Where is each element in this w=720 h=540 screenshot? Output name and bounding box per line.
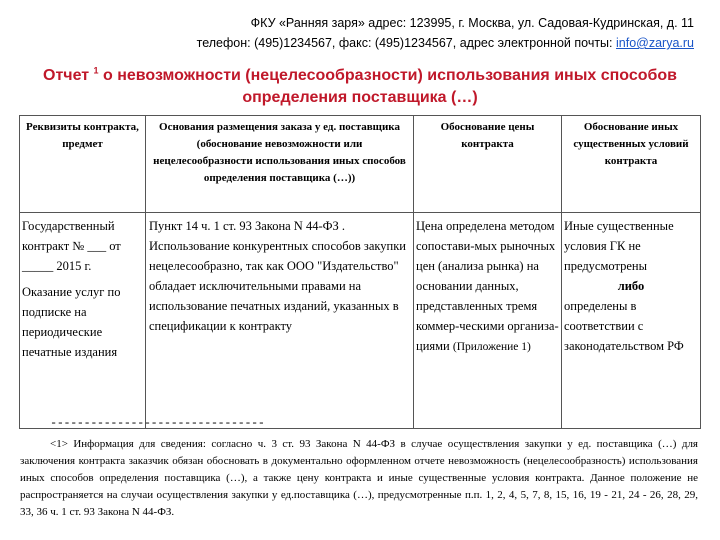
conditions-or: либо bbox=[617, 279, 645, 293]
price-appendix: (Приложение 1) bbox=[452, 341, 531, 353]
cell-conditions bbox=[562, 213, 701, 429]
cell-requisites bbox=[20, 213, 146, 429]
report-table bbox=[19, 115, 701, 429]
header-grounds: Основания размещения заказа у ед. поставщика (обоснование невозможности или нецелесообразности использования иных способов определения поставщика (…)) bbox=[146, 116, 414, 213]
email-link[interactable]: info@zarya.ru bbox=[616, 36, 694, 50]
contact-line bbox=[197, 35, 694, 52]
title-rest: о невозможности (нецелесообразности) использования иных способов определения поставщика (…) bbox=[98, 67, 677, 106]
conditions-text: Иные существенные условия ГК не предусмотрены bbox=[564, 219, 674, 273]
table-row bbox=[20, 213, 701, 429]
header-conditions: Обоснование иных существенных условий контракта bbox=[562, 116, 701, 213]
header-requisites: Реквизиты контракта, предмет bbox=[20, 116, 146, 213]
cell-grounds: Пункт 14 ч. 1 ст. 93 Закона N 44-ФЗ . Использование конкурентных способов закупки нецелесообразно, так как ООО "Издательство" обладает исключительными правами на использование печатных изданий, указанных в спецификации к контракту bbox=[146, 213, 414, 429]
cell-price bbox=[414, 213, 562, 429]
title-word: Отчет bbox=[43, 67, 90, 84]
footnote-ref: 1 bbox=[93, 65, 99, 76]
conditions-text-2: определены в соответствии с законодательством РФ bbox=[564, 299, 684, 353]
footnote-text: <1> Информация для сведения: согласно ч. 3 ст. 93 Закона N 44-ФЗ в случае осуществления закупки у ед. поставщика (…) для заключения контракта заказчик обязан обосновать в документально оформленном отчете невозможность (нецелесообразность) использования иных способов определения поставщика (…), а также цену контракта и иные существенные условия контракта. Данное положение не распространяется на случаи осуществления закупки у ед.поставщика (…), предусмотренные п.п. 1, 2, 4, 5, 7, 8, 15, 16, 19 - 21, 24 - 26, 28, 29, 33, 36 ч. 1 ст. 93 Закона N 44-ФЗ. bbox=[20, 438, 698, 518]
org-header-line: ФКУ «Ранняя заря» адрес: 123995, г. Москва, ул. Садовая-Кудринская, д. 11 bbox=[250, 16, 694, 30]
footnote-separator: -------------------------------- bbox=[50, 416, 265, 430]
header-price: Обоснование цены контракта bbox=[414, 116, 562, 213]
table-header-row bbox=[20, 116, 701, 213]
contract-number: Государственный контракт № ___ от _____ 2015 г. bbox=[22, 219, 121, 273]
contract-subject: Оказание услуг по подписке на периодические печатные издания bbox=[22, 285, 121, 359]
report-title bbox=[20, 65, 700, 109]
contact-text: телефон: (495)1234567, факс: (495)1234567, адрес электронной почты: bbox=[196, 36, 616, 50]
price-method: Цена определена методом сопостави-мых рыночных цен (анализа рынка) на основании данных, представленных тремя коммер-ческими организа-циями bbox=[416, 219, 559, 353]
